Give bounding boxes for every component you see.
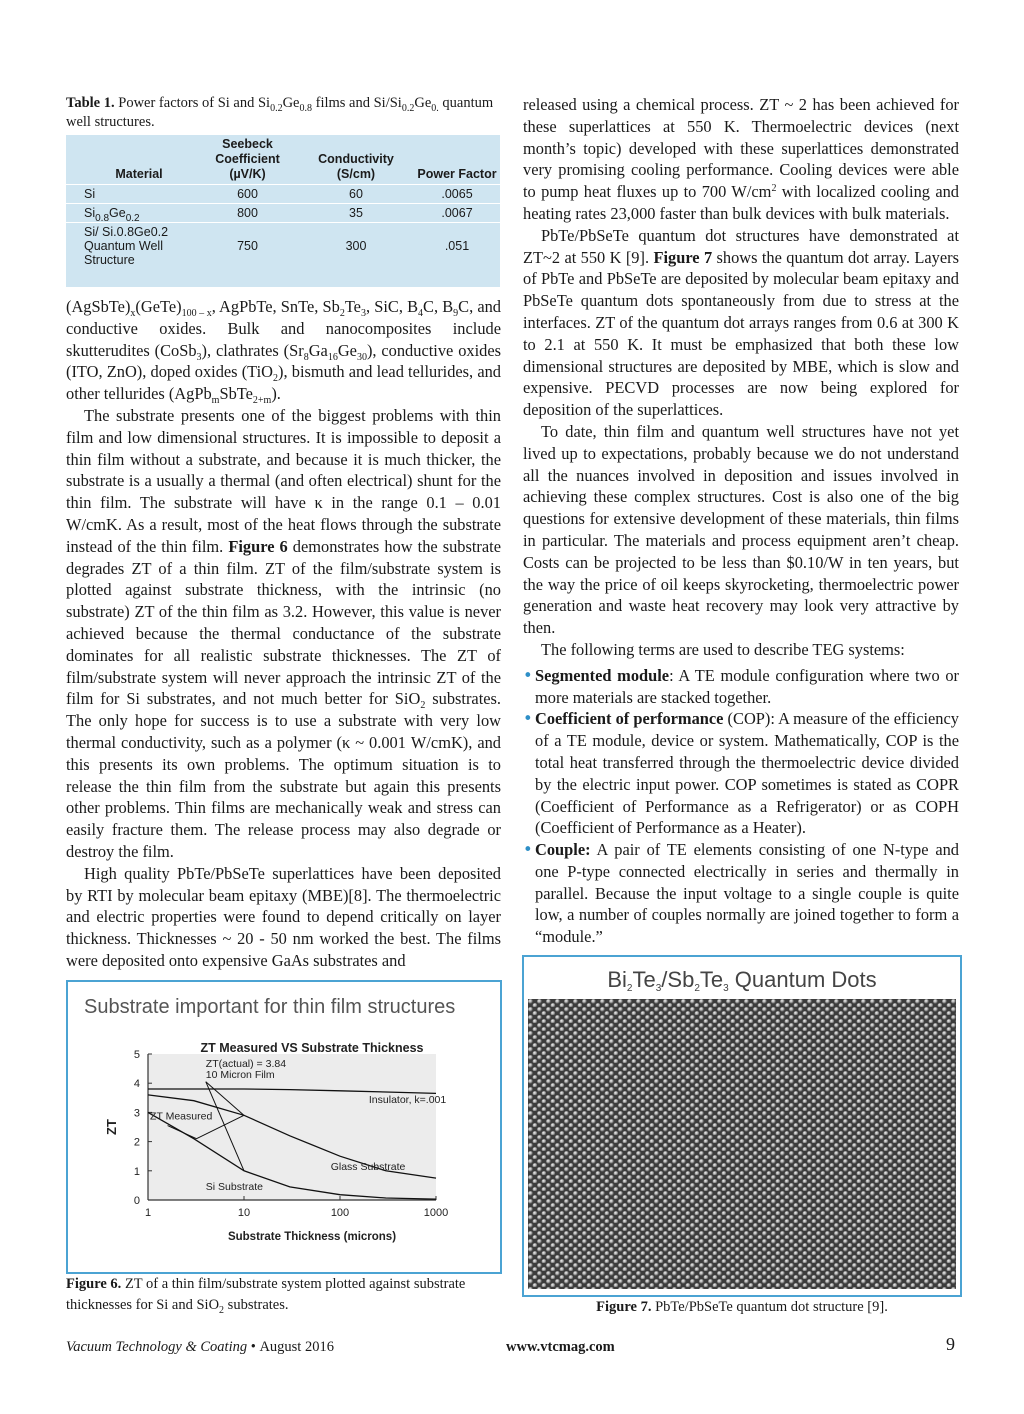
table-cell: 60	[298, 185, 414, 204]
annotation: ZT Measured	[150, 1110, 213, 1123]
paragraph: The following terms are used to describe TEG systems:	[541, 639, 905, 659]
table-header: Seebeck Coefficient (µV/K)	[215, 137, 280, 181]
terms-list	[523, 665, 959, 948]
y-tick-label: 2	[133, 1136, 140, 1149]
footer-journal: Vacuum Technology & Coating • August 2016	[66, 1339, 334, 1355]
table-cell: .051	[414, 223, 500, 270]
table-cell: 600	[197, 185, 298, 204]
zt-chart	[68, 982, 500, 1272]
table-cell: Si/ Si.0.8Ge0.2 Quantum Well Structure	[66, 223, 197, 270]
y-tick-label: 1	[133, 1165, 140, 1178]
series-label: Insulator, k=.001	[368, 1094, 447, 1107]
y-tick-label: 0	[133, 1195, 140, 1207]
table-cell: .0065	[414, 185, 500, 204]
table-header: Power Factor	[417, 167, 497, 181]
paragraph: PbTe/PbSeTe quantum dot structures have demonstrated at ZT~2 at 550 K [9]. Figure 7 shows the quantum dot array. Layers of PbTe and PbSeTe are deposited by molecular beam epitaxy and PbSeTe quantum dots spontaneously from due to stress at the interfaces. ZT of the quantum dot arrays ranges from 0.6 at 300 K to 2.1 at 550 K. It must be emphasized that both these low dimensional structures are deposited by MBE, which is slow and expensive. PECVD processes are now being explored for deposition of the superlattices.	[523, 225, 959, 420]
paragraph: High quality PbTe/PbSeTe superlattices have been deposited by RTI by molecular beam epitaxy (MBE)[8]. The thermoelectric and electric properties were found to depend critically on layer thickness. Thicknesses ~ 20 - 50 nm worked the best. The films were deposited onto expensive GaAs substrates and	[66, 863, 501, 970]
x-axis-label: Substrate Thickness (microns)	[227, 1231, 397, 1243]
table1	[66, 135, 500, 287]
y-tick-label: 3	[133, 1107, 140, 1120]
annotation: ZT(actual) = 3.84	[205, 1058, 287, 1071]
paragraph: $(AgSbTe)_x(GeTe)_{100 - x}$, AgPbTe, SnTe, $Sb_2Te_3$, SiC, $B_4C$, $B_9C$, and conductive oxides. Bulk and nanocomposites include skutterudites (CoSb$_3$), clathrates $(Sr_8Ga_{16}Ge_{30})$, conductive oxides (ITO, ZnO), doped oxides (TiO$_2$), bismuth and lead tellurides, and other tellurides (AgPb$_m$SbTe$_{2+m}$).	[66, 297, 501, 407]
table-header-row	[66, 135, 500, 185]
x-tick-label: 1000	[423, 1207, 449, 1219]
table-cell: 750	[197, 223, 298, 270]
figure6-caption: Figure 6. ZT of a thin film/substrate system plotted against substrate thicknesses for Si and SiO$_2$ substrates.	[66, 1276, 466, 1316]
page-number: 9	[946, 1334, 955, 1354]
figure6-banner: Substrate important for thin film structures	[84, 996, 456, 1018]
chart-title: ZT Measured VS Substrate Thickness	[200, 1041, 424, 1055]
table-cell: 300	[298, 223, 414, 270]
table-cell: 800	[197, 204, 298, 223]
y-axis-label: ZT	[104, 1119, 119, 1135]
series-label: Glass Substrate	[330, 1161, 406, 1174]
table-header: Material	[115, 167, 163, 181]
paragraph: The substrate presents one of the biggest problems with thin film and low dimensional structures. It is impossible to deposit a thin film without a substrate, and because it is much thicker, the substrate is a usually a thermal (and often electrical) shunt for the thin film. The substrate will have κ in the range 0.1 – 0.01 W/cmK. As a result, most of the heat flows through the substrate instead of the thin film. Figure 6 demonstrates how the substrate degrades ZT of a thin film. ZT of the film/substrate system is plotted against substrate thickness, with the intrinsic (no substrate) ZT of the thin film as 3.2. However, this value is never achieved because the thermal conductance of the substrate dominates for all realistic substrate thicknesses. The ZT of film/substrate system will never approach the intrinsic ZT of the film for Si substrates, and not much better for SiO$_2$ substrates. The only hope for success is to use a substrate with very low thermal conductivity, such as a polymer (κ ~ 0.001 W/cmK), and this presents its own problems. The optimum situation is to release the thin film from the substrate but again this presents other problems. Thin films are mechanically weak and stress can easily fracture them. The release process may also degrade or destroy the film.	[66, 405, 501, 861]
quantum-dot-micrograph	[528, 999, 956, 1289]
table-header: Conductivity (S/cm)	[318, 152, 394, 181]
x-tick-label: 1	[144, 1207, 152, 1219]
paragraph: To date, thin film and quantum well structures have not yet lived up to expectations, probably because we do not understand all the nuances involved in deposition and issues involved in achieving these complex structures. Cost is also one of the big questions for extensive development of these materials, thin films in particular. The materials and process equipment aren’t cheap. Costs can be projected to be less than $0.10/W in ten years, but the way the price of oil keeps skyrocketing, thermoelectric power generation and waste heat recovery may look very attractive by then.	[523, 421, 959, 638]
figure7	[522, 955, 962, 1297]
series-label: Si Substrate	[205, 1180, 264, 1193]
paragraph: released using a chemical process. ZT ~ 2 has been achieved for these superlattices at 550 K. Thermoelectric devices (next month’s topic) developed with these superlattices demonstrated very promising cooling performance. Cooling devices were able to pump heat fluxes up to 700 $W/cm^2$ with localized cooling and heating rates 23,000 faster than bulk devices with bulk materials.	[523, 95, 959, 223]
table-cell: .0067	[414, 204, 500, 223]
table-row	[66, 185, 500, 204]
table-cell: Si	[66, 185, 197, 204]
list-item: • Couple: A pair of TE elements consisting of one N-type and one P-type connected electrically in series and thermally in parallel. Because the input voltage to a single couple is quite low, a number of couples normally are joined together to form a “module.”	[523, 839, 959, 948]
annotation: 10 Micron Film	[205, 1068, 275, 1081]
figure7-title: $Bi_2Te_3/Sb_2Te_3$ Quantum Dots	[607, 967, 877, 994]
left-column	[66, 296, 501, 972]
table-row	[66, 223, 500, 270]
y-tick-label: 5	[133, 1049, 140, 1061]
figure7-caption: Figure 7. PbTe/PbSeTe quantum dot structure [9].	[596, 1299, 888, 1315]
plot-area	[148, 1054, 436, 1200]
y-tick-label: 4	[133, 1078, 140, 1091]
list-item: • Segmented module: A TE module configuration where two or more materials are stacked together.	[523, 665, 959, 709]
x-tick-label: 100	[330, 1207, 350, 1219]
figure6	[66, 980, 502, 1274]
table1-caption: Table 1. Power factors of Si and $Si_{0.2}Ge_{0.8}$ films and $Si/Si_{0.2}Ge_{0.}$ quantum well structures.	[66, 95, 494, 130]
right-column	[523, 94, 959, 948]
table-cell: $Si_{0.8}Ge_{0.2}$	[66, 204, 197, 223]
table-row	[66, 204, 500, 223]
table-cell: 35	[298, 204, 414, 223]
x-tick-label: 10	[237, 1207, 251, 1219]
list-item: • Coefficient of performance (COP): A measure of the efficiency of a TE module, device or system. Mathematically, COP is the total heat transferred through the thermoelectric device divided by the electric input power. COP sometimes is stated as COPR (Coefficient of Performance as a Refrigerator) or as COPH (Coefficient of Performance as a Heater).	[523, 708, 959, 839]
footer-url[interactable]: www.vtcmag.com	[506, 1339, 615, 1355]
